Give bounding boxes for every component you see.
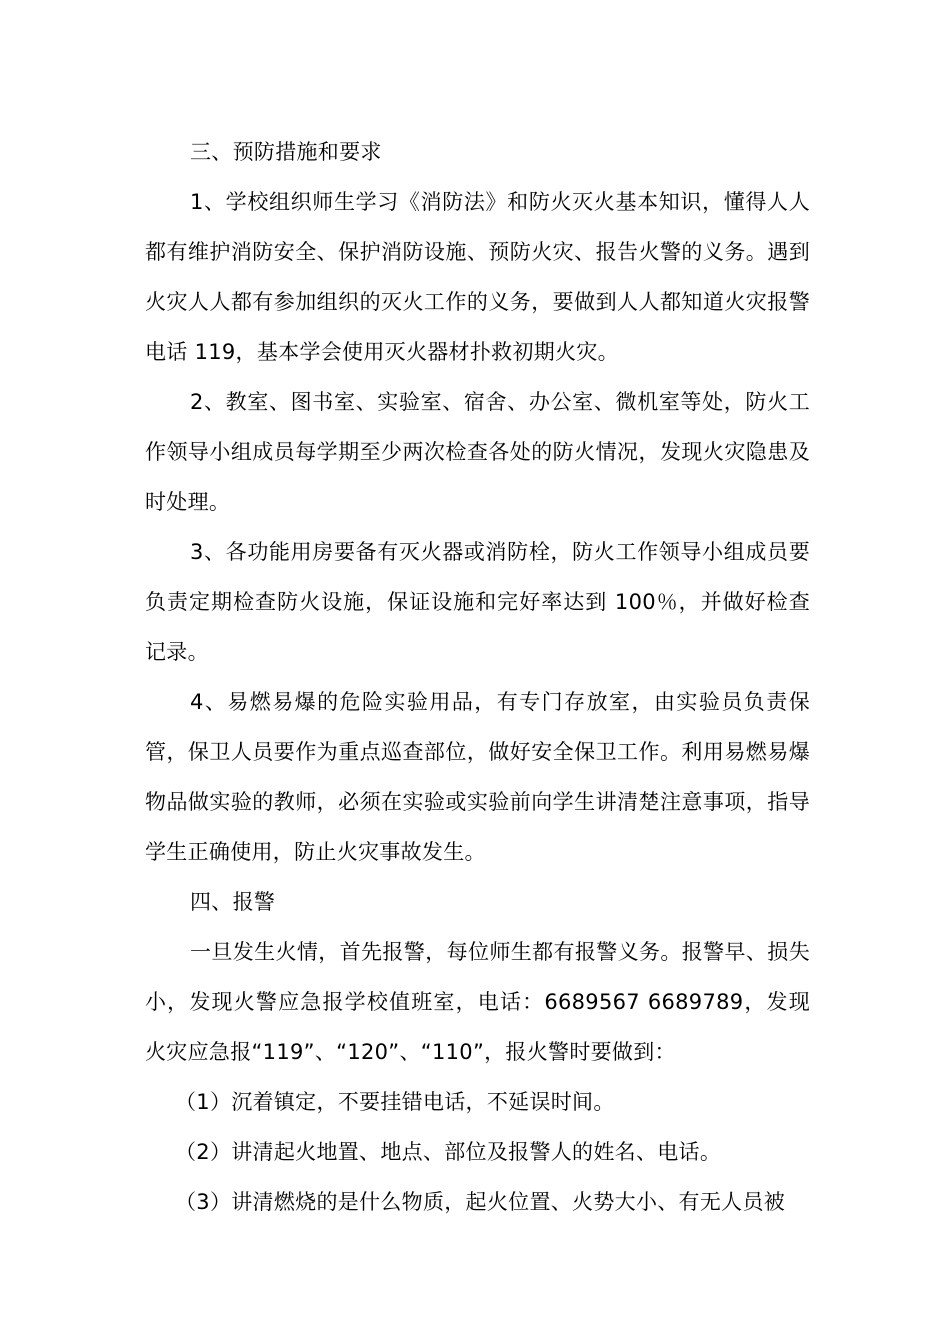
document-body [145, 127, 810, 1227]
paragraph-3: 3、各功能用房要备有灭火器或消防栓，防火工作领导小组成员要负责定期检查防火设施，保证设施和完好率达到 100％，并做好检查记录。 [145, 540, 810, 664]
list-item-3: （3）讲清燃烧的是什么物质，起火位置、火势大小、有无人员被 [175, 1190, 786, 1214]
paragraph-4: 4、易燃易爆的危险实验用品，有专门存放室，由实验员负责保管，保卫人员要作为重点巡查部位，做好安全保卫工作。利用易燃易爆物品做实验的教师，必须在实验或实验前向学生讲清楚注意事项，指导学生正确使用，防止火灾事故发生。 [145, 690, 810, 864]
paragraph-2: 2、教室、图书室、实验室、宿舍、办公室、微机室等处，防火工作领导小组成员每学期至少两次检查各处的防火情况，发现火灾隐患及时处理。 [145, 390, 810, 514]
paragraph-alarm-intro: 一旦发生火情，首先报警，每位师生都有报警义务。报警早、损失小，发现火警应急报学校值班室，电话：6689567 6689789，发现火灾应急报“119”、“120”、“110”，报火警时要做到： [145, 940, 810, 1064]
paragraph-1: 1、学校组织师生学习《消防法》和防火灭火基本知识，懂得人人都有维护消防安全、保护消防设施、预防火灾、报告火警的义务。遇到火灾人人都有参加组织的灭火工作的义务，要做到人人都知道火灾报警电话 119，基本学会使用灭火器材扑救初期火灾。 [145, 190, 810, 364]
section-heading-alarm: 四、报警 [190, 890, 276, 914]
list-item-1: （1）沉着镇定，不要挂错电话，不延误时间。 [175, 1090, 615, 1114]
list-item-2: （2）讲清起火地置、地点、部位及报警人的姓名、电话。 [175, 1140, 722, 1164]
section-heading-prevention: 三、预防措施和要求 [190, 140, 382, 164]
